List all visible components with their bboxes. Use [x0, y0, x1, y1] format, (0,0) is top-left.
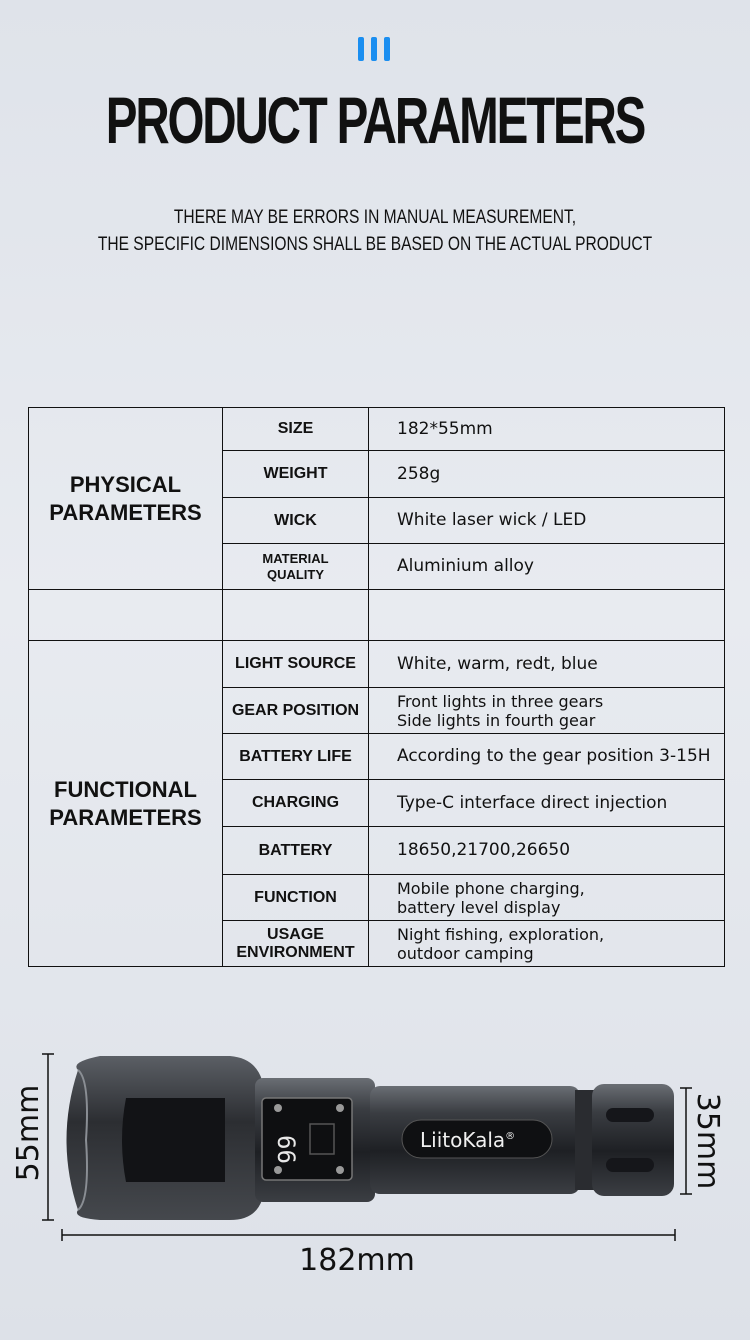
flashlight-grip-panel [122, 1098, 225, 1182]
param-value-line: battery level display [397, 897, 561, 917]
param-key [223, 921, 369, 967]
disclaimer-line: THERE MAY BE ERRORS IN MANUAL MEASUREMENT, [173, 207, 577, 228]
parameters-table [28, 407, 725, 967]
page-title: PRODUCT PARAMETERS [105, 83, 645, 157]
param-key-line: ENVIRONMENT [236, 943, 355, 961]
accent-bars [358, 37, 390, 61]
dimension-height-label: 55mm [11, 1084, 46, 1182]
category-functional [29, 641, 223, 967]
param-value [369, 688, 725, 734]
category-physical [29, 408, 223, 590]
param-value-line: Night fishing, exploration, [397, 924, 605, 944]
param-key: WEIGHT [223, 451, 369, 498]
flashlight-tail [592, 1084, 674, 1196]
dimension-length-label: 182mm [299, 1243, 415, 1278]
accent-bar [358, 37, 364, 61]
param-value: 258g [369, 451, 725, 498]
table-row [29, 408, 725, 451]
param-key: BATTERY [223, 827, 369, 875]
param-value: White, warm, redt, blue [369, 641, 725, 688]
param-value-line: outdoor camping [397, 943, 534, 963]
category-label: FUNCTIONAL PARAMETERS [49, 776, 202, 830]
param-key: GEAR POSITION [223, 688, 369, 734]
param-value: White laser wick / LED [369, 498, 725, 544]
param-value: Type-C interface direct injection [369, 780, 725, 827]
param-key: WICK [223, 498, 369, 544]
category-label: PHYSICAL PARAMETERS [49, 471, 202, 525]
param-key: SIZE [223, 408, 369, 451]
param-value-line: Side lights in fourth gear [397, 710, 596, 730]
display-digits: 66 [272, 1135, 300, 1164]
table-row [29, 641, 725, 688]
accent-bar [371, 37, 377, 61]
param-value: 182*55mm [369, 408, 725, 451]
param-key: FUNCTION [223, 875, 369, 921]
param-key: LIGHT SOURCE [223, 641, 369, 688]
param-value: 18650,21700,26650 [369, 827, 725, 875]
param-key: CHARGING [223, 780, 369, 827]
disclaimer-line: THE SPECIFIC DIMENSIONS SHALL BE BASED ON THE ACTUAL PRODUCT [97, 234, 653, 255]
param-value [369, 875, 725, 921]
flashlight-illustration [0, 1040, 750, 1340]
param-value [369, 921, 725, 967]
param-value: Aluminium alloy [369, 544, 725, 590]
param-value: According to the gear position 3-15H [369, 734, 725, 780]
table-spacer-row [29, 590, 725, 641]
disclaimer [68, 204, 683, 258]
brand-logo: LiitoKala® [420, 1128, 516, 1152]
param-key [223, 544, 369, 590]
param-value-line: Front lights in three gears [397, 691, 604, 711]
accent-bar [384, 37, 390, 61]
param-value-line: Mobile phone charging, [397, 878, 585, 898]
param-key-line: USAGE [267, 925, 324, 943]
dimension-tail-label: 35mm [690, 1092, 725, 1190]
param-key: BATTERY LIFE [223, 734, 369, 780]
param-key-text: MATERIAL QUALITY [262, 550, 329, 582]
